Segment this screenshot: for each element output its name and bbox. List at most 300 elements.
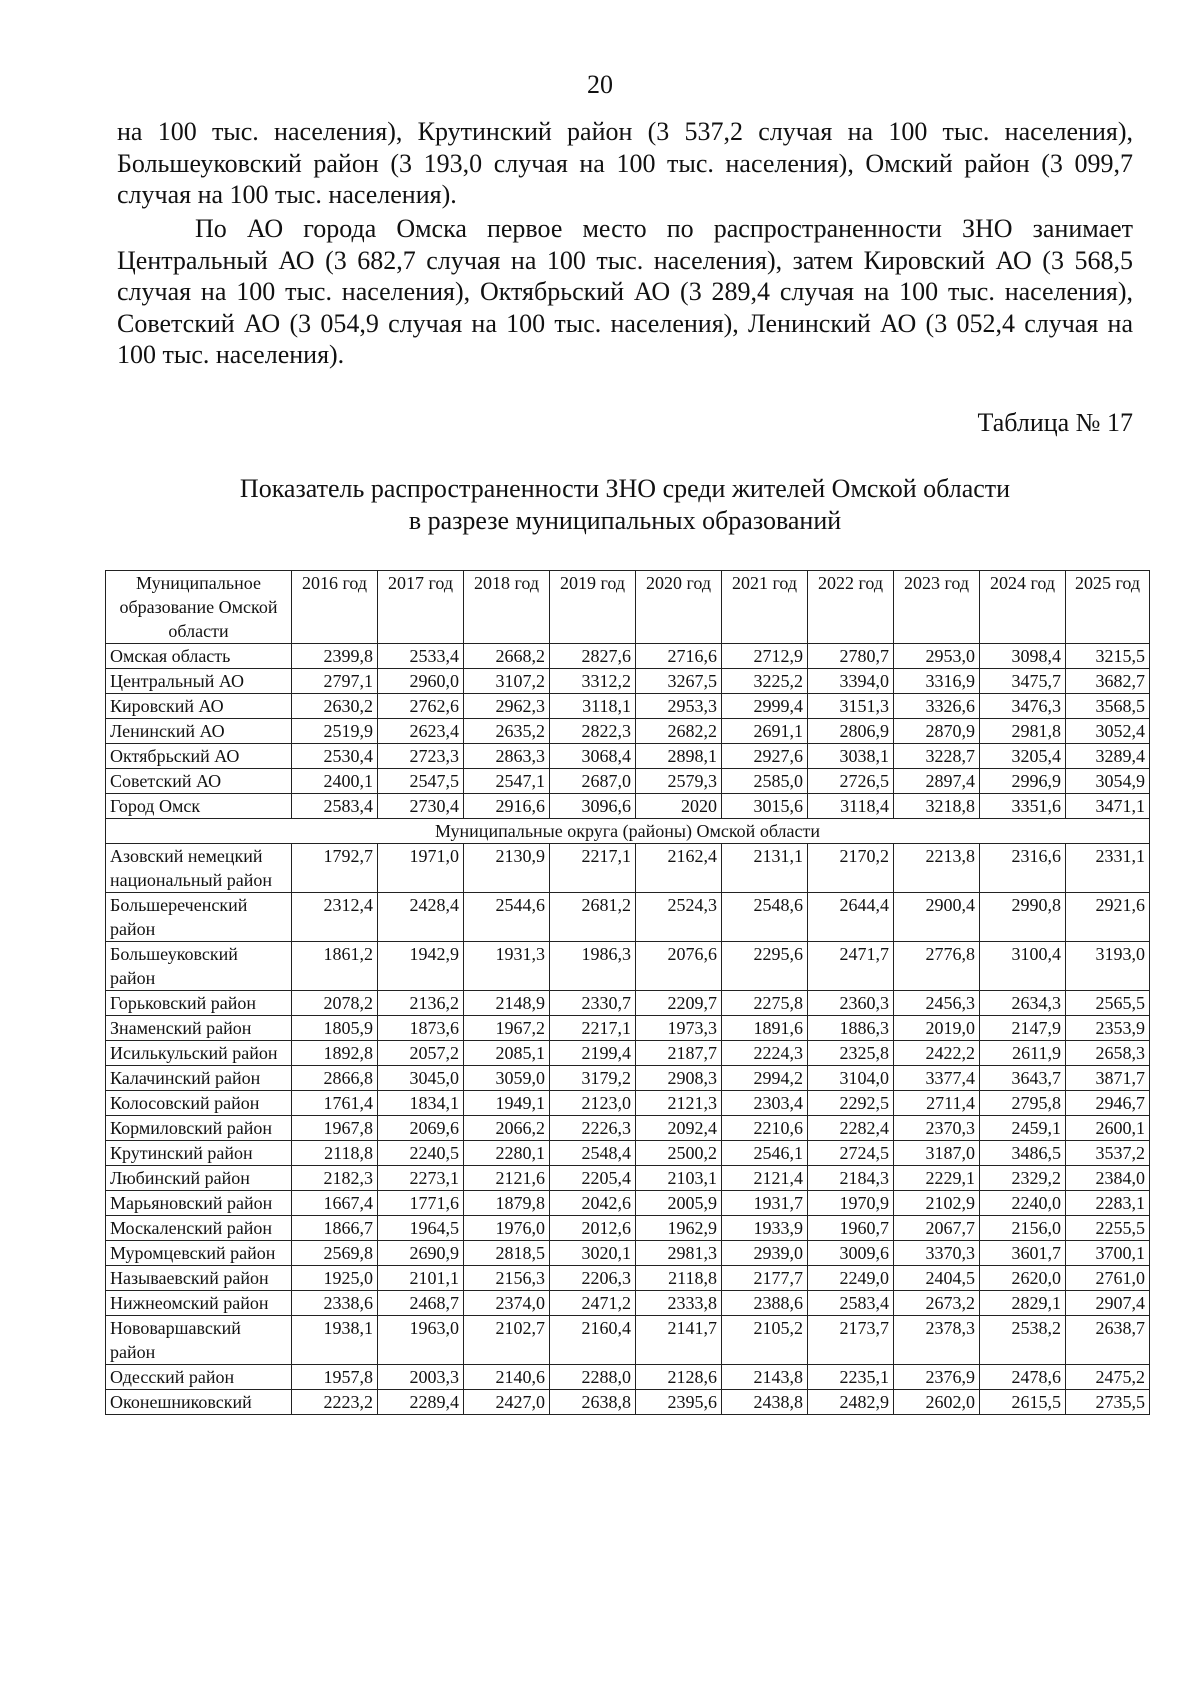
row-value: 2333,8 <box>636 1291 722 1316</box>
row-value: 1973,3 <box>636 1016 722 1041</box>
row-value: 2085,1 <box>464 1041 550 1066</box>
row-value: 2907,4 <box>1066 1291 1150 1316</box>
section-row <box>106 819 1150 844</box>
row-value: 2312,4 <box>292 893 378 942</box>
row-value: 2459,1 <box>980 1116 1066 1141</box>
row-value: 2762,6 <box>378 694 464 719</box>
row-value: 2370,3 <box>894 1116 980 1141</box>
row-value: 3045,0 <box>378 1066 464 1091</box>
row-value: 2818,5 <box>464 1241 550 1266</box>
row-value: 2916,6 <box>464 794 550 819</box>
row-value: 3187,0 <box>894 1141 980 1166</box>
row-value: 2249,0 <box>808 1266 894 1291</box>
row-value: 2822,3 <box>550 719 636 744</box>
row-value: 3476,3 <box>980 694 1066 719</box>
row-value: 2635,2 <box>464 719 550 744</box>
row-value: 2131,1 <box>722 844 808 893</box>
row-value: 2118,8 <box>636 1266 722 1291</box>
row-name: Марьяновский район <box>106 1191 292 1216</box>
row-value: 1970,9 <box>808 1191 894 1216</box>
row-value: 1771,6 <box>378 1191 464 1216</box>
row-value: 1957,8 <box>292 1365 378 1390</box>
row-value: 2422,2 <box>894 1041 980 1066</box>
row-value: 2330,7 <box>550 991 636 1016</box>
row-value: 2057,2 <box>378 1041 464 1066</box>
row-value: 1891,6 <box>722 1016 808 1041</box>
row-name: Оконешниковский <box>106 1390 292 1415</box>
row-value: 3601,7 <box>980 1241 1066 1266</box>
row-value: 3100,4 <box>980 942 1066 991</box>
row-value: 2210,6 <box>722 1116 808 1141</box>
row-value: 1967,2 <box>464 1016 550 1041</box>
row-value: 2069,6 <box>378 1116 464 1141</box>
row-value: 2376,9 <box>894 1365 980 1390</box>
row-name: Называевский район <box>106 1266 292 1291</box>
row-value: 3700,1 <box>1066 1241 1150 1266</box>
header-year: 2022 год <box>808 571 894 644</box>
row-value: 3015,6 <box>722 794 808 819</box>
row-value: 1971,0 <box>378 844 464 893</box>
row-value: 3316,9 <box>894 669 980 694</box>
row-value: 2156,0 <box>980 1216 1066 1241</box>
row-name: Москаленский район <box>106 1216 292 1241</box>
prevalence-table <box>105 570 1150 1415</box>
row-value: 3098,4 <box>980 644 1066 669</box>
table-title-line-2: в разрезе муниципальных образований <box>408 506 842 535</box>
row-value: 2217,1 <box>550 1016 636 1041</box>
table-row <box>106 1066 1150 1091</box>
row-value: 2547,1 <box>464 769 550 794</box>
row-value: 2547,5 <box>378 769 464 794</box>
row-value: 2103,1 <box>636 1166 722 1191</box>
row-value: 1976,0 <box>464 1216 550 1241</box>
row-name: Кировский АО <box>106 694 292 719</box>
paragraph-2: По АО города Омска первое место по распространенности ЗНО занимает Центральный АО (3 682,7 случая на 100 тыс. населения), затем Кировский АО (3 568,5 случая на 100 тыс. населения), Октябрьский АО (3 289,4 случая на 100 тыс. населения), Советский АО (3 054,9 случая на 100 тыс. населения), Ленинский АО (3 052,4 случая на 100 тыс. населения). <box>117 214 1133 369</box>
row-value: 2428,4 <box>378 893 464 942</box>
row-value: 2687,0 <box>550 769 636 794</box>
row-value: 2994,2 <box>722 1066 808 1091</box>
row-value: 2611,9 <box>980 1041 1066 1066</box>
table-row <box>106 1141 1150 1166</box>
row-name: Советский АО <box>106 769 292 794</box>
row-value: 3104,0 <box>808 1066 894 1091</box>
row-value: 1667,4 <box>292 1191 378 1216</box>
row-value: 1931,7 <box>722 1191 808 1216</box>
row-value: 2295,6 <box>722 942 808 991</box>
row-value: 2020 <box>636 794 722 819</box>
row-value: 2927,6 <box>722 744 808 769</box>
row-value: 2182,3 <box>292 1166 378 1191</box>
row-value: 2283,1 <box>1066 1191 1150 1216</box>
table-row <box>106 942 1150 991</box>
row-value: 2908,3 <box>636 1066 722 1091</box>
row-value: 2092,4 <box>636 1116 722 1141</box>
row-value: 1866,7 <box>292 1216 378 1241</box>
table-number: Таблица № 17 <box>977 408 1133 437</box>
table-row <box>106 1041 1150 1066</box>
row-value: 2681,2 <box>550 893 636 942</box>
row-name: Калачинский район <box>106 1066 292 1091</box>
row-value: 2565,5 <box>1066 991 1150 1016</box>
row-value: 2475,2 <box>1066 1365 1150 1390</box>
row-value: 1963,0 <box>378 1316 464 1365</box>
row-value: 2223,2 <box>292 1390 378 1415</box>
row-value: 3475,7 <box>980 669 1066 694</box>
row-value: 2863,3 <box>464 744 550 769</box>
row-value: 2898,1 <box>636 744 722 769</box>
row-value: 2806,9 <box>808 719 894 744</box>
row-value: 2240,0 <box>980 1191 1066 1216</box>
header-year: 2018 год <box>464 571 550 644</box>
row-value: 2524,3 <box>636 893 722 942</box>
row-value: 1879,8 <box>464 1191 550 1216</box>
row-value: 2585,0 <box>722 769 808 794</box>
table-row <box>106 794 1150 819</box>
row-value: 1967,8 <box>292 1116 378 1141</box>
row-value: 2130,9 <box>464 844 550 893</box>
table-header-row <box>106 571 1150 644</box>
row-value: 3394,0 <box>808 669 894 694</box>
row-value: 2316,6 <box>980 844 1066 893</box>
row-value: 3486,5 <box>980 1141 1066 1166</box>
row-name: Горьковский район <box>106 991 292 1016</box>
row-value: 2288,0 <box>550 1365 636 1390</box>
row-value: 2638,8 <box>550 1390 636 1415</box>
row-name: Одесский район <box>106 1365 292 1390</box>
row-value: 1938,1 <box>292 1316 378 1365</box>
row-value: 1964,5 <box>378 1216 464 1241</box>
row-value: 2500,2 <box>636 1141 722 1166</box>
row-value: 2600,1 <box>1066 1116 1150 1141</box>
row-value: 2325,8 <box>808 1041 894 1066</box>
table-row <box>106 1091 1150 1116</box>
row-value: 2990,8 <box>980 893 1066 942</box>
row-value: 2003,3 <box>378 1365 464 1390</box>
row-name: Город Омск <box>106 794 292 819</box>
row-value: 2668,2 <box>464 644 550 669</box>
row-value: 2209,7 <box>636 991 722 1016</box>
row-value: 3289,4 <box>1066 744 1150 769</box>
row-value: 3193,0 <box>1066 942 1150 991</box>
table-row <box>106 1216 1150 1241</box>
row-value: 3351,6 <box>980 794 1066 819</box>
row-value: 2229,1 <box>894 1166 980 1191</box>
row-value: 2042,6 <box>550 1191 636 1216</box>
row-value: 2148,9 <box>464 991 550 1016</box>
row-value: 2217,1 <box>550 844 636 893</box>
row-value: 2078,2 <box>292 991 378 1016</box>
row-value: 2761,0 <box>1066 1266 1150 1291</box>
row-value: 2776,8 <box>894 942 980 991</box>
row-value: 2384,0 <box>1066 1166 1150 1191</box>
row-value: 2658,3 <box>1066 1041 1150 1066</box>
row-value: 2438,8 <box>722 1390 808 1415</box>
row-value: 2076,6 <box>636 942 722 991</box>
row-value: 1949,1 <box>464 1091 550 1116</box>
row-value: 2378,3 <box>894 1316 980 1365</box>
row-value: 2128,6 <box>636 1365 722 1390</box>
row-value: 2482,9 <box>808 1390 894 1415</box>
row-value: 3215,5 <box>1066 644 1150 669</box>
row-value: 2140,6 <box>464 1365 550 1390</box>
row-value: 1792,7 <box>292 844 378 893</box>
row-value: 1933,9 <box>722 1216 808 1241</box>
row-value: 2538,2 <box>980 1316 1066 1365</box>
row-value: 2690,9 <box>378 1241 464 1266</box>
row-name: Кормиловский район <box>106 1116 292 1141</box>
row-value: 3312,2 <box>550 669 636 694</box>
row-value: 2548,6 <box>722 893 808 942</box>
table-row <box>106 1016 1150 1041</box>
row-value: 2280,1 <box>464 1141 550 1166</box>
table-row <box>106 1116 1150 1141</box>
row-value: 2939,0 <box>722 1241 808 1266</box>
row-value: 2827,6 <box>550 644 636 669</box>
row-value: 2374,0 <box>464 1291 550 1316</box>
row-value: 1805,9 <box>292 1016 378 1041</box>
row-value: 2468,7 <box>378 1291 464 1316</box>
row-value: 2123,0 <box>550 1091 636 1116</box>
row-value: 2471,7 <box>808 942 894 991</box>
row-value: 2102,9 <box>894 1191 980 1216</box>
row-value: 1886,3 <box>808 1016 894 1041</box>
header-year: 2020 год <box>636 571 722 644</box>
header-year: 2024 год <box>980 571 1066 644</box>
row-value: 2780,7 <box>808 644 894 669</box>
row-value: 2292,5 <box>808 1091 894 1116</box>
row-name: Омская область <box>106 644 292 669</box>
row-name: Ленинский АО <box>106 719 292 744</box>
row-value: 3228,7 <box>894 744 980 769</box>
row-value: 2711,4 <box>894 1091 980 1116</box>
row-value: 2143,8 <box>722 1365 808 1390</box>
row-value: 2173,7 <box>808 1316 894 1365</box>
row-value: 2066,2 <box>464 1116 550 1141</box>
row-value: 3225,2 <box>722 669 808 694</box>
row-value: 2900,4 <box>894 893 980 942</box>
header-municipality: Муниципальное образование Омской области <box>106 571 292 644</box>
row-value: 2870,9 <box>894 719 980 744</box>
row-value: 2399,8 <box>292 644 378 669</box>
row-value: 2101,1 <box>378 1266 464 1291</box>
row-value: 2953,0 <box>894 644 980 669</box>
row-value: 1931,3 <box>464 942 550 991</box>
page-number: 20 <box>587 70 613 99</box>
row-value: 2118,8 <box>292 1141 378 1166</box>
row-value: 2519,9 <box>292 719 378 744</box>
row-value: 2162,4 <box>636 844 722 893</box>
row-name: Любинский район <box>106 1166 292 1191</box>
row-value: 2615,5 <box>980 1390 1066 1415</box>
row-value: 2205,4 <box>550 1166 636 1191</box>
row-value: 2866,8 <box>292 1066 378 1091</box>
table-row <box>106 1390 1150 1415</box>
row-value: 3377,4 <box>894 1066 980 1091</box>
row-value: 3471,1 <box>1066 794 1150 819</box>
row-name: Большеуковский район <box>106 942 292 991</box>
row-name: Муромцевский район <box>106 1241 292 1266</box>
row-value: 3568,5 <box>1066 694 1150 719</box>
row-name: Большереченский район <box>106 893 292 942</box>
row-value: 2206,3 <box>550 1266 636 1291</box>
row-value: 1861,2 <box>292 942 378 991</box>
header-year: 2017 год <box>378 571 464 644</box>
row-value: 3205,4 <box>980 744 1066 769</box>
row-value: 2583,4 <box>808 1291 894 1316</box>
header-year: 2025 год <box>1066 571 1150 644</box>
header-year: 2021 год <box>722 571 808 644</box>
row-value: 2546,1 <box>722 1141 808 1166</box>
row-name: Нижнеомский район <box>106 1291 292 1316</box>
row-value: 2478,6 <box>980 1365 1066 1390</box>
row-value: 2012,6 <box>550 1216 636 1241</box>
row-value: 3151,3 <box>808 694 894 719</box>
row-value: 2569,8 <box>292 1241 378 1266</box>
row-value: 3218,8 <box>894 794 980 819</box>
row-value: 1834,1 <box>378 1091 464 1116</box>
table-row <box>106 1241 1150 1266</box>
row-value: 1925,0 <box>292 1266 378 1291</box>
row-value: 2338,6 <box>292 1291 378 1316</box>
row-value: 3052,4 <box>1066 719 1150 744</box>
row-value: 3267,5 <box>636 669 722 694</box>
row-value: 3054,9 <box>1066 769 1150 794</box>
row-value: 2533,4 <box>378 644 464 669</box>
row-value: 2427,0 <box>464 1390 550 1415</box>
row-value: 2329,2 <box>980 1166 1066 1191</box>
row-value: 2735,5 <box>1066 1390 1150 1415</box>
table-title-line-1: Показатель распространенности ЗНО среди жителей Омской области <box>239 474 1011 503</box>
row-value: 2400,1 <box>292 769 378 794</box>
row-value: 2282,4 <box>808 1116 894 1141</box>
row-value: 2456,3 <box>894 991 980 1016</box>
row-value: 2303,4 <box>722 1091 808 1116</box>
row-value: 1761,4 <box>292 1091 378 1116</box>
row-value: 3643,7 <box>980 1066 1066 1091</box>
row-value: 2981,8 <box>980 719 1066 744</box>
row-value: 1960,7 <box>808 1216 894 1241</box>
table-row <box>106 769 1150 794</box>
table-row <box>106 669 1150 694</box>
row-value: 2797,1 <box>292 669 378 694</box>
row-name: Исилькульский район <box>106 1041 292 1066</box>
row-value: 2682,2 <box>636 719 722 744</box>
row-value: 2583,4 <box>292 794 378 819</box>
row-name: Центральный АО <box>106 669 292 694</box>
row-value: 2724,5 <box>808 1141 894 1166</box>
row-value: 3118,4 <box>808 794 894 819</box>
row-value: 2102,7 <box>464 1316 550 1365</box>
row-value: 2829,1 <box>980 1291 1066 1316</box>
row-value: 2673,2 <box>894 1291 980 1316</box>
row-value: 2644,4 <box>808 893 894 942</box>
row-value: 2953,3 <box>636 694 722 719</box>
header-year: 2019 год <box>550 571 636 644</box>
row-value: 2999,4 <box>722 694 808 719</box>
row-value: 3370,3 <box>894 1241 980 1266</box>
row-value: 2019,0 <box>894 1016 980 1041</box>
row-value: 2996,9 <box>980 769 1066 794</box>
row-value: 2723,3 <box>378 744 464 769</box>
row-value: 2147,9 <box>980 1016 1066 1041</box>
row-value: 2187,7 <box>636 1041 722 1066</box>
row-value: 2388,6 <box>722 1291 808 1316</box>
row-value: 2199,4 <box>550 1041 636 1066</box>
table-row <box>106 1266 1150 1291</box>
row-name: Знаменский район <box>106 1016 292 1041</box>
row-value: 2224,3 <box>722 1041 808 1066</box>
row-value: 2141,7 <box>636 1316 722 1365</box>
row-value: 2726,5 <box>808 769 894 794</box>
row-value: 2960,0 <box>378 669 464 694</box>
row-value: 2530,4 <box>292 744 378 769</box>
table-title <box>0 473 1200 537</box>
row-value: 3179,2 <box>550 1066 636 1091</box>
row-value: 2067,7 <box>894 1216 980 1241</box>
row-value: 2730,4 <box>378 794 464 819</box>
row-value: 2226,3 <box>550 1116 636 1141</box>
row-value: 2353,9 <box>1066 1016 1150 1041</box>
row-value: 1892,8 <box>292 1041 378 1066</box>
row-value: 2795,8 <box>980 1091 1066 1116</box>
row-value: 2213,8 <box>894 844 980 893</box>
row-value: 2544,6 <box>464 893 550 942</box>
row-value: 2630,2 <box>292 694 378 719</box>
table-row <box>106 744 1150 769</box>
row-value: 2404,5 <box>894 1266 980 1291</box>
row-value: 3009,6 <box>808 1241 894 1266</box>
row-value: 2255,5 <box>1066 1216 1150 1241</box>
row-value: 3096,6 <box>550 794 636 819</box>
table-row <box>106 644 1150 669</box>
row-value: 3682,7 <box>1066 669 1150 694</box>
row-value: 2240,5 <box>378 1141 464 1166</box>
row-value: 2691,1 <box>722 719 808 744</box>
row-value: 2623,4 <box>378 719 464 744</box>
row-value: 2962,3 <box>464 694 550 719</box>
row-value: 3059,0 <box>464 1066 550 1091</box>
row-value: 3537,2 <box>1066 1141 1150 1166</box>
row-value: 2712,9 <box>722 644 808 669</box>
row-value: 2638,7 <box>1066 1316 1150 1365</box>
table-row <box>106 1191 1150 1216</box>
row-value: 2602,0 <box>894 1390 980 1415</box>
row-value: 3068,4 <box>550 744 636 769</box>
row-value: 2946,7 <box>1066 1091 1150 1116</box>
row-value: 2471,2 <box>550 1291 636 1316</box>
table-row <box>106 694 1150 719</box>
table-row <box>106 719 1150 744</box>
row-value: 2716,6 <box>636 644 722 669</box>
row-value: 3871,7 <box>1066 1066 1150 1091</box>
row-value: 2160,4 <box>550 1316 636 1365</box>
row-value: 3107,2 <box>464 669 550 694</box>
row-value: 2921,6 <box>1066 893 1150 942</box>
row-value: 1986,3 <box>550 942 636 991</box>
row-name: Нововаршавский район <box>106 1316 292 1365</box>
row-value: 2360,3 <box>808 991 894 1016</box>
row-name: Азовский немецкий национальный район <box>106 844 292 893</box>
row-value: 2620,0 <box>980 1266 1066 1291</box>
row-name: Октябрьский АО <box>106 744 292 769</box>
table-row <box>106 1316 1150 1365</box>
row-value: 2121,3 <box>636 1091 722 1116</box>
row-value: 2005,9 <box>636 1191 722 1216</box>
row-value: 2981,3 <box>636 1241 722 1266</box>
row-value: 1873,6 <box>378 1016 464 1041</box>
row-value: 2579,3 <box>636 769 722 794</box>
row-value: 2275,8 <box>722 991 808 1016</box>
